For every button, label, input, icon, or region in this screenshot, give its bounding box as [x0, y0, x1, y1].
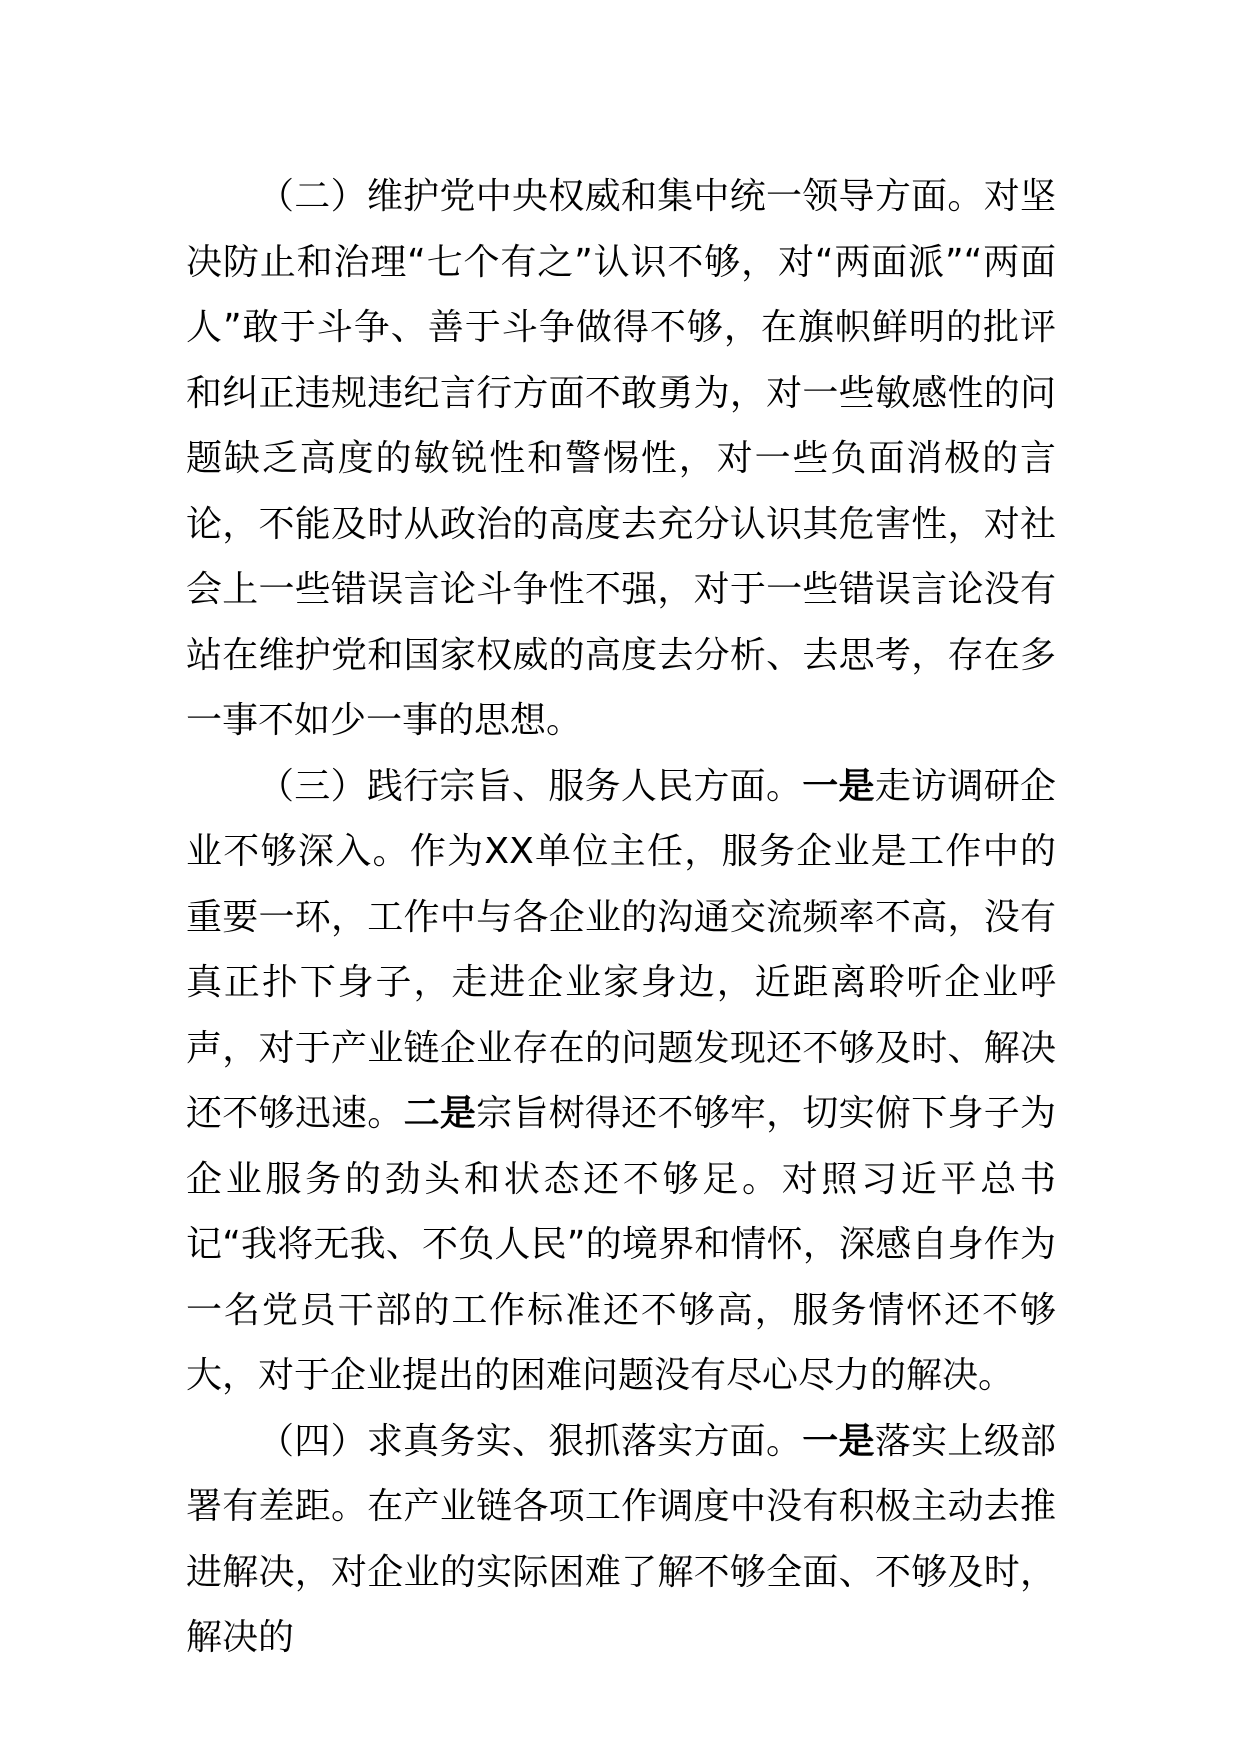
paragraph-4-lead-1: 一是	[802, 1420, 875, 1462]
paragraph-4	[186, 1409, 1056, 1671]
paragraph-2-text: （二）维护党中央权威和集中统一领导方面。对坚决防止和治理“七个有之”认识不够，对“两面派”“两面人”敢于斗争、善于斗争做得不够，在旗帜鲜明的批评和纠正违规违纪言行方面不敢勇为，对一些敏感性的问题缺乏高度的敏锐性和警惕性，对一些负面消极的言论，不能及时从政治的高度去充分认识其危害性，对社会上一些错误言论斗争性不强，对于一些错误言论没有站在维护党和国家权威的高度去分析、去思考，存在多一事不如少一事的思想。	[186, 176, 1056, 741]
paragraph-3-text-2: 宗旨树得还不够牢，切实俯下身子为企业服务的劲头和状态还不够足。对照习近平总书记“我将无我、不负人民”的境界和情怀，深感自身作为一名党员干部的工作标准还不够高，服务情怀还不够大，对于企业提出的困难问题没有尽心尽力的解决。	[186, 1093, 1056, 1396]
document-body	[186, 164, 1056, 1671]
paragraph-4-text-1: 落实上级部署有差距。在产业链各项工作调度中没有积极主动去推进解决，对企业的实际困难了解不够全面、不够及时，解决的	[186, 1420, 1056, 1658]
paragraph-3-lead-1: 一是	[802, 765, 875, 807]
paragraph-2	[186, 164, 1056, 754]
paragraph-3-lead-2: 二是	[403, 1093, 477, 1134]
paragraph-4-heading: （四）求真务实、狠抓落实方面。	[258, 1420, 803, 1462]
paragraph-3-text-1: 走访调研企业不够深入。作为XX单位主任，服务企业是工作中的重要一环，工作中与各企业的沟通交流频率不高，没有真正扑下身子，走进企业家身边，近距离聆听企业呼声，对于产业链企业存在的问题发现还不够及时、解决还不够迅速。	[186, 765, 1056, 1134]
paragraph-3	[186, 754, 1056, 1409]
paragraph-3-heading: （三）践行宗旨、服务人民方面。	[258, 765, 803, 807]
